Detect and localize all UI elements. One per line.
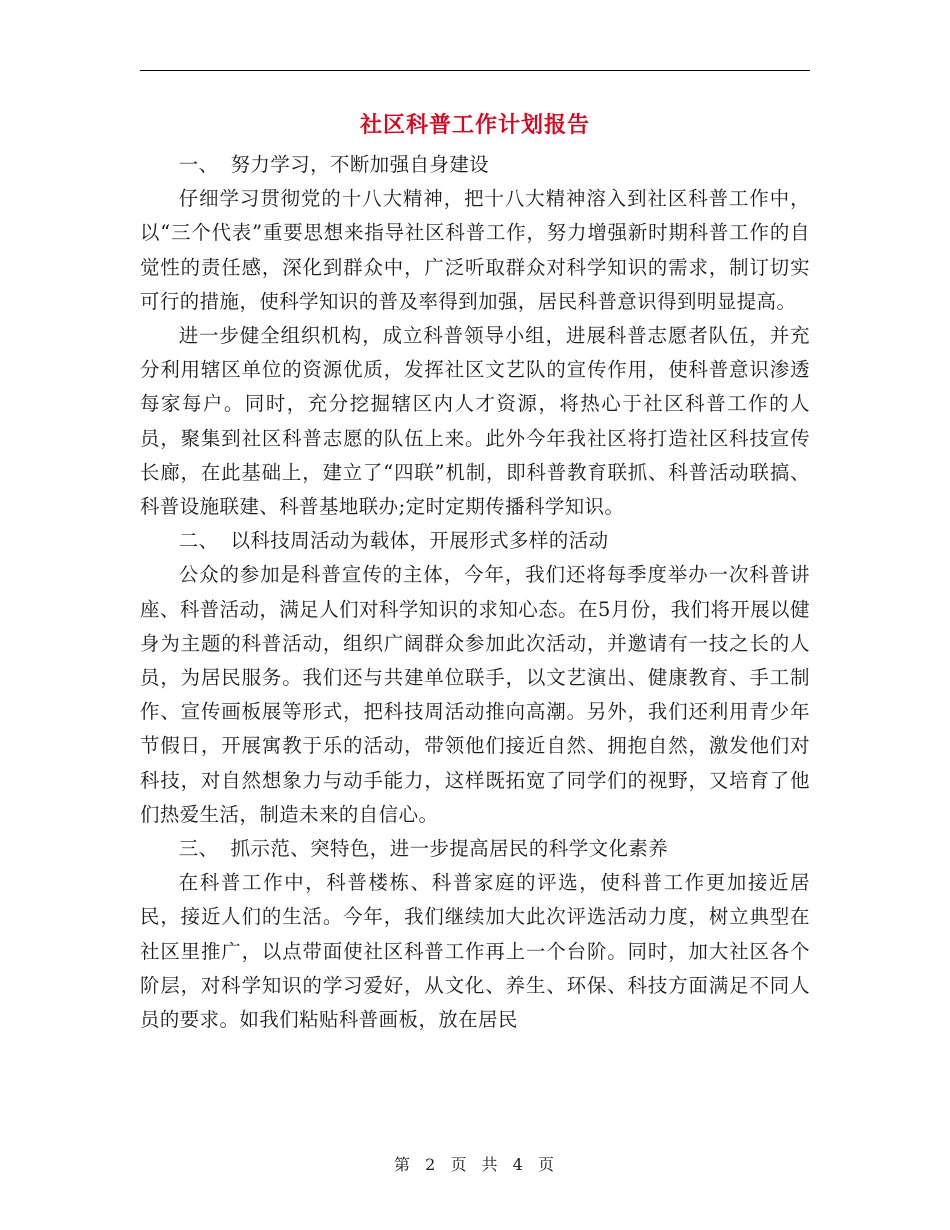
section-number: 二、 — [178, 529, 219, 553]
paragraph: 仔细学习贯彻党的十八大精神，把十八大精神溶入到社区科普工作中，以“三个代表”重要思想来指导社区科普工作，努力增强新时期科普工作的自觉性的责任感，深化到群众中，广泛听取群众对科学知识的需求，制订切实可行的措施，使科学知识的普及率得到加强，居民科普意识得到明显提高。 — [140, 187, 810, 313]
footer-suffix: 页 — [537, 1155, 556, 1174]
section-number: 一、 — [178, 153, 219, 176]
footer-total-word: 共 — [481, 1155, 500, 1174]
section-title: 抓示范、突特色，进一步提高居民的科学文化素养 — [230, 837, 669, 861]
section-heading-2 — [140, 524, 810, 558]
document-title: 社区科普工作计划报告 — [359, 112, 590, 138]
section-heading-3 — [140, 832, 810, 866]
section-title: 努力学习，不断加强自身建设 — [230, 153, 490, 176]
paragraph: 进一步健全组织机构，成立科普领导小组，进展科普志愿者队伍，并充分利用辖区单位的资源优质，发挥社区文艺队的宣传作用，使科普意识渗透每家每户。同时，充分挖掘辖区内人才资源，将热心于社区科普工作的人员，聚集到社区科普志愿的队伍上来。此外今年我社区将打造社区科技宣传长廊，在此基础上，建立了“四联”机制，即科普教育联抓、科普活动联搞、科普设施联建、科普基地联办;定时定期传播科学知识。 — [140, 324, 810, 519]
total-pages-number: 4 — [512, 1155, 525, 1174]
section-number: 三、 — [178, 837, 219, 861]
header-rule — [140, 70, 810, 71]
paragraph: 公众的参加是科普宣传的主体，今年，我们还将每季度举办一次科普讲座、科普活动，满足人们对科学知识的求知心态。在5月份，我们将开展以健身为主题的科普活动，组织广阔群众参加此次活动，并邀请有一技之长的人员，为居民服务。我们还与共建单位联手，以文艺演出、健康教育、手工制作、宣传画板展等形式，把科技周活动推向高潮。另外，我们还利用青少年节假日，开展寓教于乐的活动，带领他们接近自然、拥抱自然，激发他们对科技，对自然想象力与动手能力，这样既拓宽了同学们的视野，又培育了他们热爱生活，制造未来的自信心。 — [140, 563, 810, 826]
page-footer — [0, 1152, 950, 1175]
paragraph: 在科普工作中，科普楼栋、科普家庭的评选，使科普工作更加接近居民，接近人们的生活。今年，我们继续加大此次评选活动力度，树立典型在社区里推广，以点带面使社区科普工作再上一个台阶。同时，加大社区各个阶层，对科学知识的学习爱好，从文化、养生、环保、科技方面满足不同人员的要求。如我们粘贴科普画板，放在居民 — [140, 871, 810, 1032]
section-title: 以科技周活动为载体，开展形式多样的活动 — [230, 529, 609, 553]
current-page-number: 2 — [425, 1155, 438, 1174]
footer-page-word: 页 — [450, 1155, 469, 1174]
section-heading-1 — [140, 148, 810, 182]
footer-prefix: 第 — [394, 1155, 413, 1174]
document-body — [140, 148, 810, 1037]
